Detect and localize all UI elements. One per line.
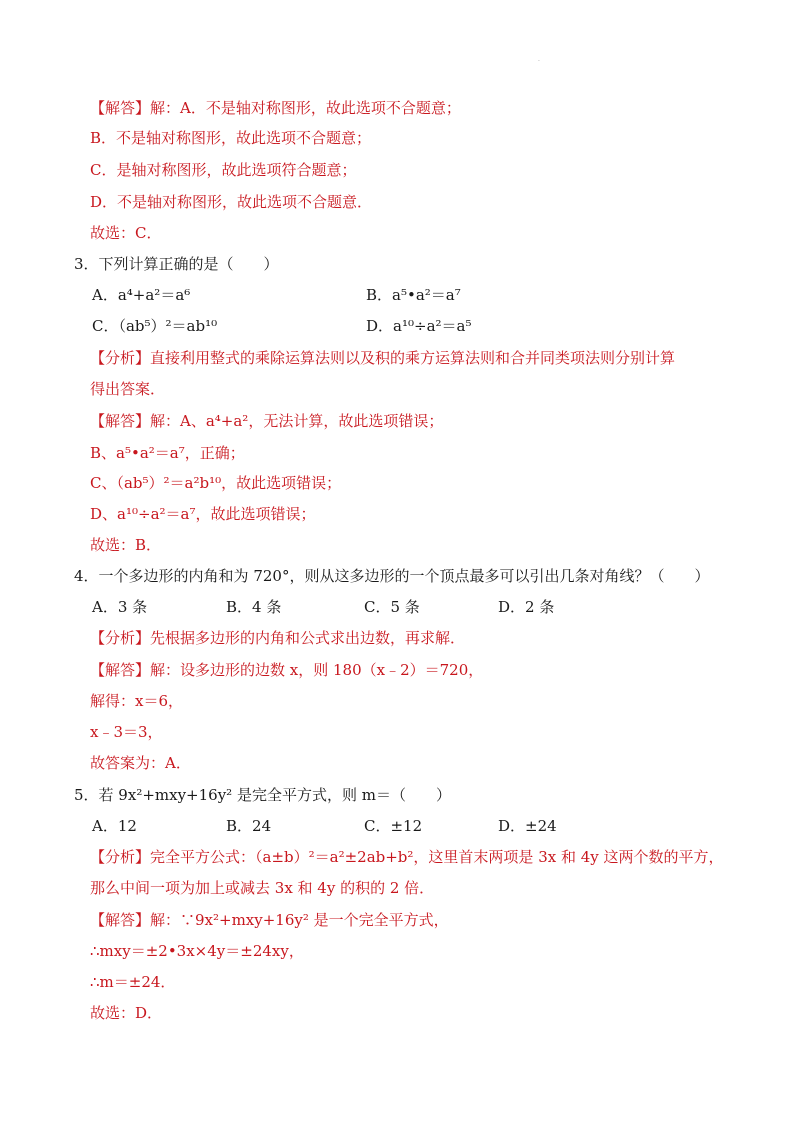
q4-option-d: D．2 条	[498, 598, 555, 616]
q4-option-b: B．4 条	[226, 598, 282, 616]
q3-stem: 3．下列计算正确的是（ ）	[74, 255, 279, 273]
q2-solution-line-1: 【解答】解：A．不是轴对称图形，故此选项不合题意；	[90, 99, 461, 117]
q5-option-d: D．±24	[498, 817, 557, 835]
q5-solution-line-1: 【解答】解：∵9x²+mxy+16y² 是一个完全平方式，	[90, 911, 449, 929]
q4-option-c: C．5 条	[364, 598, 420, 616]
q3-solution-line-4: D、a¹⁰÷a²＝a⁷，故此选项错误；	[90, 505, 316, 523]
q5-analysis-line-1: 【分析】完全平方公式：（a±b）²＝a²±2ab+b²，这里首末两项是 3x 和 4y 这两个数的平方，	[90, 848, 724, 866]
scan-mark: ·	[538, 58, 540, 65]
q5-solution-line-3: ∴m＝±24．	[90, 973, 176, 991]
q5-solution-line-2: ∴mxy＝±2•3x×4y＝±24xy，	[90, 942, 304, 960]
q3-analysis-line-2: 得出答案．	[90, 380, 166, 398]
q2-solution-line-4: D．不是轴对称图形，故此选项不合题意．	[90, 193, 373, 211]
q3-option-a: A．a⁴+a²＝a⁶	[92, 286, 191, 304]
q5-option-a: A．12	[92, 817, 137, 835]
q3-solution-line-1: 【解答】解：A、a⁴+a²，无法计算，故此选项错误；	[90, 412, 444, 430]
q5-answer: 故选：D．	[90, 1004, 163, 1022]
q3-solution-line-2: B、a⁵•a²＝a⁷，正确；	[90, 444, 245, 462]
q4-solution-line-2: 解得：x＝6，	[90, 692, 184, 710]
q3-option-b: B．a⁵•a²＝a⁷	[366, 286, 461, 304]
q3-analysis-line-1: 【分析】直接利用整式的乘除运算法则以及积的乘方运算法则和合并同类项法则分别计算	[90, 349, 676, 367]
q5-analysis-line-2: 那么中间一项为加上或减去 3x 和 4y 的积的 2 倍．	[90, 879, 435, 897]
q5-stem: 5．若 9x²+mxy+16y² 是完全平方式，则 m＝（ ）	[74, 786, 451, 804]
q4-analysis: 【分析】先根据多边形的内角和公式求出边数，再求解．	[90, 629, 466, 647]
q4-stem: 4．一个多边形的内角和为 720°，则从这多边形的一个顶点最多可以引出几条对角线？（ ）	[74, 567, 710, 585]
q5-option-c: C．±12	[364, 817, 423, 835]
q3-option-c: C．（ab⁵）²＝ab¹⁰	[92, 317, 218, 335]
q4-solution-line-3: x﹣3＝3，	[90, 723, 163, 741]
q4-option-a: A．3 条	[92, 598, 148, 616]
q3-option-d: D．a¹⁰÷a²＝a⁵	[366, 317, 472, 335]
q5-option-b: B．24	[226, 817, 272, 835]
q3-answer: 故选：B．	[90, 536, 162, 554]
q3-solution-line-3: C、（ab⁵）²＝a²b¹⁰，故此选项错误；	[90, 474, 342, 492]
q4-answer: 故答案为：A．	[90, 754, 191, 772]
q2-solution-line-2: B．不是轴对称图形，故此选项不合题意；	[90, 129, 372, 147]
q4-solution-line-1: 【解答】解：设多边形的边数 x，则 180（x﹣2）＝720，	[90, 661, 484, 679]
q2-answer: 故选：C．	[90, 224, 162, 242]
q2-solution-line-3: C．是轴对称图形，故此选项符合题意；	[90, 161, 357, 179]
